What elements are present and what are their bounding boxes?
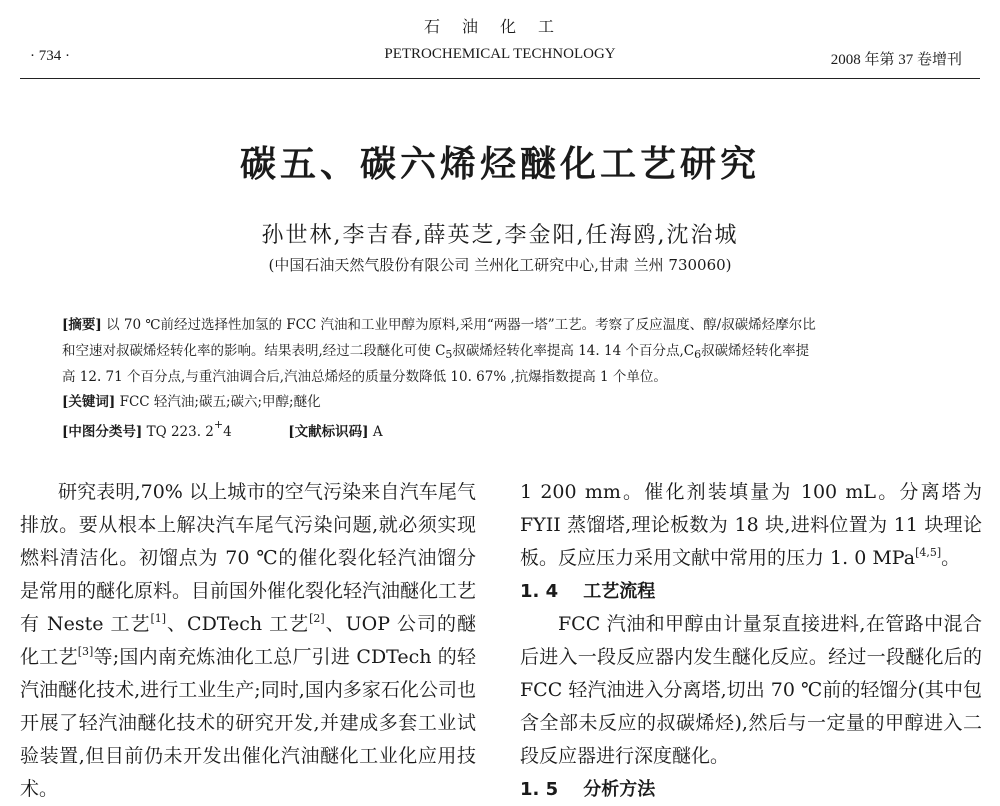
- paper-title: 碳五、碳六烯烃醚化工艺研究: [239, 143, 760, 185]
- apparatus-text-b: 。: [941, 547, 961, 569]
- ref-1: [1]: [150, 612, 167, 625]
- intro-text-b: 、CDTech 工艺: [166, 613, 310, 635]
- abstract-label: [摘要]: [62, 317, 102, 333]
- header-rule: [20, 78, 980, 79]
- keywords: [62, 390, 321, 410]
- right-column: [520, 476, 982, 806]
- doc-code-value: A: [372, 424, 383, 440]
- abstract-sub-c6: 6: [694, 348, 702, 361]
- ref-3: [3]: [77, 645, 94, 658]
- journal-name-en: PETROCHEMICAL TECHNOLOGY: [384, 46, 616, 62]
- process-paragraph: FCC 汽油和甲醇由计量泵直接进料,在管路中混合后进入一段反应器内发生醚化反应。经过一段醚化后的 FCC 轻汽油进入分离塔,切出 70 ℃前的轻馏分(其中包含全部未反应的叔碳烯烃),然后与一定量的甲醇进入二段反应器进行深度醚化。: [520, 613, 982, 767]
- doc-code-label: [文献标识码]: [288, 424, 369, 440]
- clc-main: TQ 223. 2: [146, 424, 214, 440]
- apparatus-text-a: 1 200 mm。催化剂装填量为 100 mL。分离塔为FYII 蒸馏塔,理论板数为 18 块,进料位置为 11 块理论板。反应压力采用文献中常用的压力 1. 0 MPa: [520, 481, 982, 569]
- author-list: 孙世林,李吉春,薛英芝,李金阳,任海鸥,沈治城: [261, 223, 739, 248]
- abstract-text-2c: 叔碳烯烃转化率提: [701, 343, 810, 359]
- page-number: · 734 ·: [30, 48, 70, 64]
- abstract-text-2a: 和空速对叔碳烯烃转化率的影响。结果表明,经过二段醚化可使 C: [62, 343, 446, 359]
- affiliation: (中国石油天然气股份有限公司 兰州化工研究中心,甘肃 兰州 730060): [268, 256, 732, 274]
- intro-paragraph: [20, 476, 476, 806]
- apparatus-paragraph: [520, 476, 982, 575]
- clc-label: [中图分类号]: [62, 424, 143, 440]
- abstract-text-2b: 叔碳烯烃转化率提高 14. 14 个百分点,C: [452, 343, 695, 359]
- intro-text-d: 等;国内南充炼油化工总厂引进 CDTech 的轻汽油醚化技术,进行工业生产;同时,国内多家石化公司也开展了轻汽油醚化技术的研究开发,并建成多套工业试验装置,但目前仍未开发出催化汽油醚化工业化应用技术。: [20, 646, 476, 800]
- abstract-line-2: [62, 338, 942, 364]
- abstract-sub-c5: 5: [445, 348, 453, 361]
- clc-sup: +: [213, 418, 224, 431]
- journal-name-cn: 石油化工: [423, 17, 576, 36]
- abstract-line-3: 高 12. 71 个百分点,与重汽油调合后,汽油总烯烃的质量分数降低 10. 67% ,抗爆指数提高 1 个单位。: [62, 369, 667, 385]
- classification: [62, 420, 383, 440]
- clc-value: [146, 418, 232, 440]
- abstract-text-1: 以 70 ℃前经过选择性加氢的 FCC 汽油和工业甲醇为原料,采用“两器一塔”工艺。考察了反应温度、醇/叔碳烯烃摩尔比: [106, 317, 816, 333]
- abstract-line-1: [62, 312, 942, 338]
- section-1-4-heading: 1. 4 工艺流程: [520, 581, 656, 602]
- keywords-value: FCC 轻汽油;碳五;碳六;甲醇;醚化: [119, 394, 321, 410]
- ref-2: [2]: [309, 612, 325, 625]
- keywords-label: [关键词]: [62, 394, 116, 410]
- abstract: [62, 312, 942, 390]
- section-1-5-heading: 1. 5 分析方法: [520, 779, 656, 800]
- ref-4-5: [4,5]: [915, 546, 942, 559]
- left-column: [20, 476, 476, 806]
- intro-text-c: 、UOP 公司的醚化工艺: [20, 613, 476, 668]
- clc-tail: 4: [223, 424, 232, 440]
- issue-info: 2008 年第 37 卷增刊: [830, 52, 962, 68]
- intro-text-a: 研究表明,70% 以上城市的空气污染来自汽车尾气排放。要从根本上解决汽车尾气污染问题,就必须实现燃料清洁化。初馏点为 70 ℃的催化裂化轻汽油馏分是常用的醚化原料。目前国外催化裂化轻汽油醚化工艺有 Neste 工艺: [20, 481, 477, 635]
